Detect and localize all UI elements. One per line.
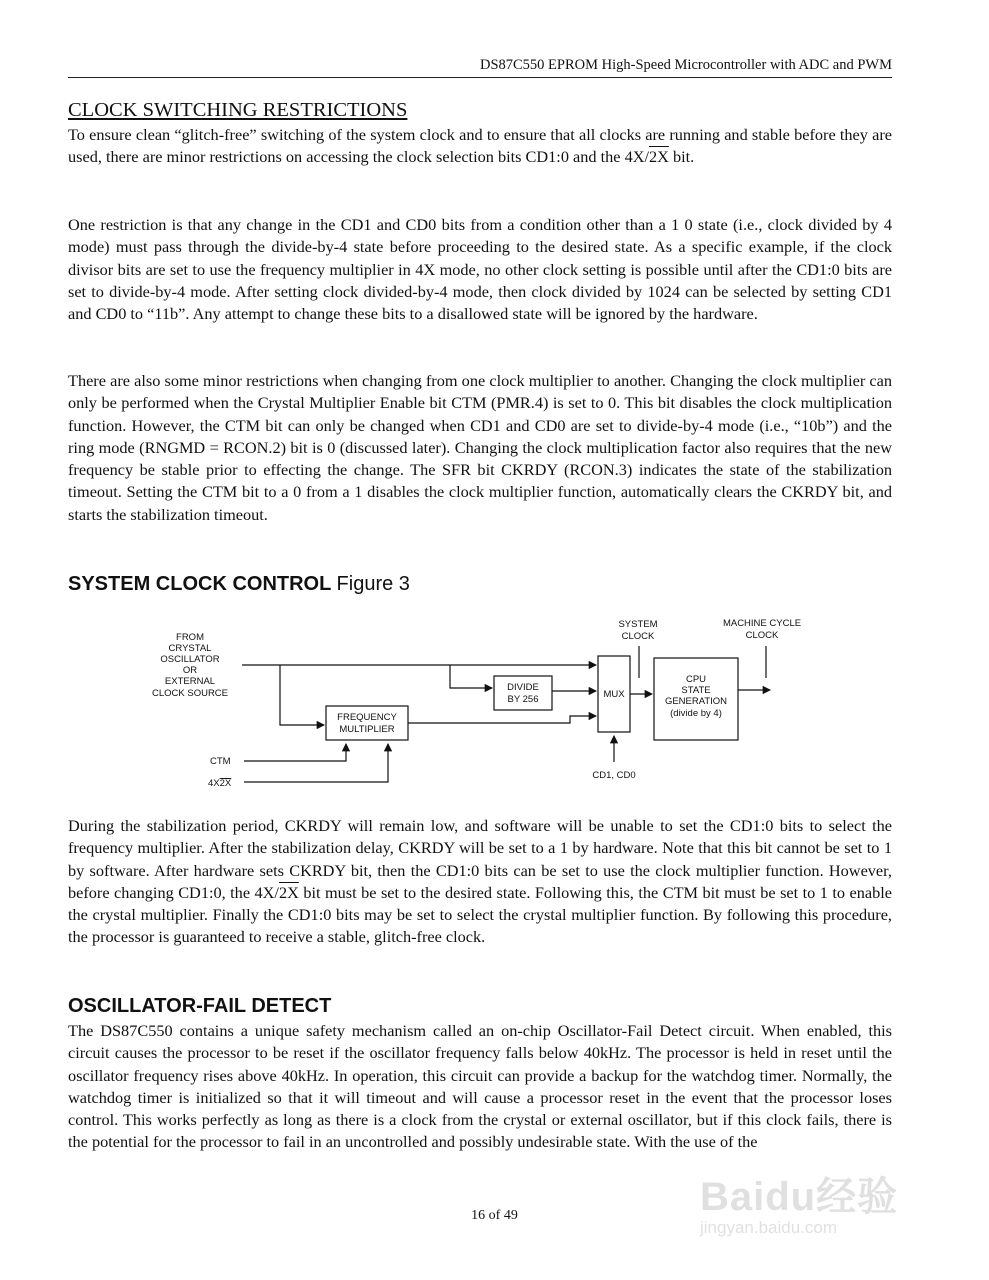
baidu-watermark xyxy=(700,1165,940,1245)
source-label-line: OR xyxy=(182,665,198,676)
source-label-line: EXTERNAL xyxy=(164,676,216,687)
source-label-line: CLOCK SOURCE xyxy=(151,688,229,699)
paragraph-clock-switching-2: One restriction is that any change in the CD1 and CD0 bits from a condition other than a 1 0 state (i.e., clock divided by 4 mode) must pass through the divide-by-4 state before proceeding to the desired state. As a specific example, if the clock divisor bits are set to use the frequency multiplier in 4X mode, no other clock setting is possible until after the CD1:0 bits are set to divide-by-4 mode. After setting clock divided-by-4 mode, then clock divided by 1024 can be selected by setting CD1 and CD0 to “11b”. Any attempt to change these bits to a disallowed state will be ignored by the hardware. xyxy=(68,215,892,324)
para-text: During the stabilization period, CKRDY will remain low, and software will be unable to set the CD1:0 bits to select the frequency multiplier. After the stabilization delay, CKRDY will be set to a 1 by hardware. Note that this bit cannot be set to 1 by software. After hardware sets CKRDY bit, then the CD1:0 bits can be set to use the clock multiplier function. However, before changing CD1:0, the 4X/ xyxy=(68,816,892,902)
source-label-line: FROM xyxy=(176,632,204,643)
frequency-multiplier-label: FREQUENCY xyxy=(337,712,397,723)
paragraph-oscillator-fail: The DS87C550 contains a unique safety mechanism called an on-chip Oscillator-Fail Detect circuit. When enabled, this circuit causes the processor to be reset if the oscillator frequency falls below 40kHz. The processor is held in reset until the oscillator frequency rises above 40kHz. In operation, this circuit can provide a backup for the watchdog timer. Normally, the watchdog timer is initialized so that it will timeout and will cause a processor reset in the event that the processor loses control. This works perfectly as long as there is a clock from the crystal or external oscillator, but if this clock fails, there is the potential for the processor to fail in an uncontrolled and possibly undesirable state. With the use of the xyxy=(68,1021,892,1152)
cpu-label: CPU xyxy=(685,674,707,685)
header-rule xyxy=(68,77,892,78)
watermark-url: jingyan.baidu.com xyxy=(700,1218,838,1237)
heading-text: SYSTEM CLOCK CONTROL xyxy=(68,573,331,595)
4x-prefix: 4X xyxy=(208,778,220,789)
source-label-line: OSCILLATOR xyxy=(160,654,220,665)
running-header: DS87C550 EPROM High-Speed Microcontroller with ADC and PWM xyxy=(479,57,892,73)
cpu-label: (divide by 4) xyxy=(670,708,722,719)
divide-label: BY 256 xyxy=(507,694,539,705)
2x-overline: 2X xyxy=(219,778,232,789)
cd-label: CD1, CD0 xyxy=(592,770,636,781)
signal-line-multiplier-to-mux xyxy=(408,716,596,723)
system-clock-control-diagram xyxy=(130,610,830,800)
mux-label: MUX xyxy=(603,689,625,700)
paragraph-clock-switching-1 xyxy=(68,124,892,169)
system-clock-label: SYSTEM xyxy=(618,619,658,630)
para-text: To ensure clean “glitch-free” switching of the system clock and to ensure that all clocks are running and stable before they are used, there are minor restrictions on accessing the clock selection bits CD1:0 and the 4X/ xyxy=(68,125,892,167)
figure-label: Figure 3 xyxy=(336,573,410,595)
system-clock-label: CLOCK xyxy=(621,631,655,642)
source-label-line: CRYSTAL xyxy=(168,643,212,654)
frequency-multiplier-label: MULTIPLIER xyxy=(339,724,395,735)
page-number: 16 of 49 xyxy=(471,1208,518,1223)
watermark-logo: Baidu经验 xyxy=(700,1175,899,1219)
machine-cycle-label: CLOCK xyxy=(745,630,779,641)
cpu-label: GENERATION xyxy=(664,696,728,707)
machine-cycle-label: MACHINE CYCLE xyxy=(722,618,802,629)
overline-2x: 2X xyxy=(278,882,299,902)
paragraph-clock-switching-3: There are also some minor restrictions when changing from one clock multiplier to another. Changing the clock multiplier can only be performed when the Crystal Multiplier Enable bit CTM (PMR.4) is set to 0. This bit disables the clock multiplication function. However, the CTM bit can only be changed when CD1 and CD0 are set to divide-by-4 mode (i.e., “10b”) and the ring mode (RNGMD = RCON.2) bit is 0 (discussed later). Changing the clock multiplication factor also requires that the new frequency be stable prior to effecting the change. The SFR bit CKRDY (RCON.3) indicates the state of the stabilization timeout. Setting the CTM bit to a 0 from a 1 disables the clock multiplier function, automatically clears the CKRDY bit, and starts the stabilization timeout. xyxy=(68,371,892,524)
overline-2x: 2X xyxy=(649,147,669,167)
source-label xyxy=(152,632,228,699)
4x-2x-line xyxy=(244,744,388,782)
divide-label: DIVIDE xyxy=(507,682,539,693)
para-tail: bit. xyxy=(668,147,695,167)
para-text: bit must be set to the desired state. Following this, the CTM bit must be set to 1 to enable the crystal multiplier. Finally the CD1:0 bits may be set to select the crystal multiplier function. By following this procedure, the processor is guaranteed to receive a stable, glitch-free clock. xyxy=(68,882,893,947)
section-heading-oscillator-fail: OSCILLATOR-FAIL DETECT xyxy=(68,995,332,1017)
signal-line-to-multiplier xyxy=(280,665,324,725)
ctm-line xyxy=(244,744,346,761)
4x-2x-label xyxy=(208,778,232,789)
signal-line-to-divider xyxy=(450,665,492,688)
ctm-label: CTM xyxy=(210,756,231,767)
section-heading-system-clock xyxy=(68,572,410,596)
paragraph-stabilization xyxy=(68,815,892,949)
cpu-label: STATE xyxy=(681,685,711,696)
section-heading-clock-switching: CLOCK SWITCHING RESTRICTIONS xyxy=(68,99,408,121)
